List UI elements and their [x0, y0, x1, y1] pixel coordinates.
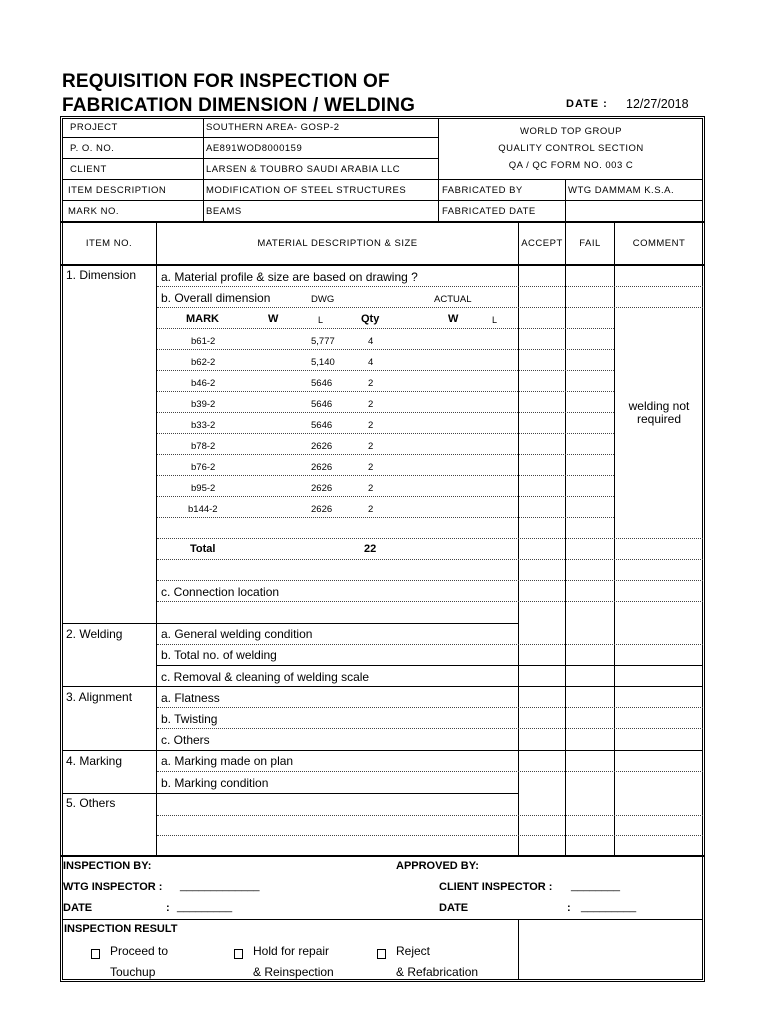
po-value: AE891WOD8000159	[206, 143, 303, 154]
qty-header: Qty	[361, 313, 380, 325]
dim-row-mark: b76-2	[191, 462, 216, 473]
section-alignment-label: 3. Alignment	[66, 690, 133, 704]
col-material: MATERIAL DESCRIPTION & SIZE	[257, 238, 418, 249]
dim-row-qty: 2	[368, 483, 374, 494]
row-separator	[157, 601, 703, 602]
col-comment: COMMENT	[632, 238, 686, 249]
dwg-label: DWG	[311, 294, 335, 305]
client-value: LARSEN & TOUBRO SAUDI ARABIA LLC	[206, 164, 401, 175]
item-description-value: MODIFICATION OF STEEL STRUCTURES	[206, 185, 407, 196]
hold-line2: & Reinspection	[253, 965, 334, 979]
client-inspector-label: CLIENT INSPECTOR :	[439, 881, 553, 893]
dim-row-length: 2626	[311, 462, 333, 473]
row-separator	[157, 496, 614, 497]
proceed-line1: Proceed to	[110, 944, 169, 958]
row-separator	[157, 835, 703, 836]
date-value: 12/27/2018	[626, 97, 689, 111]
form-number: QA / QC FORM NO. 003 C	[508, 160, 634, 171]
dim-row-length: 5646	[311, 420, 333, 431]
dim-row-length: 2626	[311, 504, 333, 515]
row-separator	[157, 286, 703, 287]
fabricated-by-label: FABRICATED BY	[442, 185, 523, 196]
col-item-no: ITEM NO.	[85, 238, 133, 249]
mark-header: MARK	[186, 313, 219, 325]
mark-no-label: MARK NO.	[68, 206, 119, 217]
row-separator	[157, 517, 614, 518]
date-label: DATE :	[566, 98, 608, 110]
approved-by-label: APPROVED BY:	[396, 860, 479, 872]
inspection-by-label: INSPECTION BY:	[63, 860, 152, 872]
reject-line2: & Refabrication	[396, 965, 479, 979]
dim-row-mark: b33-2	[191, 420, 216, 431]
welding-b: b. Total no. of welding	[161, 648, 277, 662]
dim-row-mark: b95-2	[191, 483, 216, 494]
dim-row-qty: 2	[368, 441, 374, 452]
dim-row-qty: 2	[368, 462, 374, 473]
dimension-a: a. Material profile & size are based on drawing ?	[161, 270, 418, 284]
row-separator	[157, 538, 703, 539]
row-separator	[157, 644, 703, 645]
row-separator	[157, 454, 614, 455]
client-inspector-signature[interactable]: ________	[571, 880, 620, 892]
client-date-colon: :	[567, 902, 571, 914]
reject-checkbox[interactable]	[377, 949, 386, 959]
dim-row-mark: b144-2	[188, 504, 218, 515]
dim-row-qty: 2	[368, 399, 374, 410]
welding-a: a. General welding condition	[161, 627, 313, 641]
w-header: W	[268, 313, 279, 325]
wtg-inspector-label: WTG INSPECTOR :	[63, 881, 163, 893]
hold-line1: Hold for repair	[253, 944, 330, 958]
project-label: PROJECT	[70, 122, 118, 133]
form-title-line1: REQUISITION FOR INSPECTION OF	[62, 71, 390, 92]
section-others-label: 5. Others	[66, 796, 116, 810]
row-separator	[157, 559, 703, 560]
section-marking-label: 4. Marking	[66, 754, 123, 768]
dim-row-qty: 4	[368, 357, 374, 368]
dim-row-length: 2626	[311, 483, 333, 494]
marking-b: b. Marking condition	[161, 776, 269, 790]
comment-line1: welding not	[628, 399, 690, 413]
mark-no-value: BEAMS	[206, 206, 242, 217]
row-divider	[157, 686, 703, 687]
company-section: QUALITY CONTROL SECTION	[498, 143, 644, 154]
proceed-line2: Touchup	[110, 965, 156, 979]
comment-line2: required	[636, 412, 682, 426]
row-separator	[157, 433, 614, 434]
col-accept: ACCEPT	[521, 238, 563, 249]
row-separator	[157, 391, 614, 392]
section-dimension-label: 1. Dimension	[66, 268, 137, 282]
dim-row-length: 5646	[311, 378, 333, 389]
alignment-b: b. Twisting	[161, 712, 218, 726]
client-date-label: DATE	[439, 902, 469, 914]
l-header: L	[318, 315, 324, 325]
proceed-checkbox[interactable]	[91, 949, 100, 959]
dim-row-mark: b62-2	[191, 357, 216, 368]
fabricated-date-label: FABRICATED DATE	[442, 206, 536, 217]
reject-line1: Reject	[396, 944, 431, 958]
client-label: CLIENT	[70, 164, 107, 175]
dim-row-length: 5,777	[311, 336, 335, 347]
item-description-label: ITEM DESCRIPTION	[68, 185, 167, 196]
wtg-date-label: DATE	[63, 902, 93, 914]
po-label: P. O. NO.	[70, 143, 115, 154]
wtg-date-field[interactable]: _________	[177, 901, 233, 913]
row-separator	[157, 307, 703, 308]
dim-row-mark: b78-2	[191, 441, 216, 452]
hold-checkbox[interactable]	[234, 949, 243, 959]
row-separator	[157, 475, 614, 476]
dim-row-qty: 2	[368, 420, 374, 431]
dim-row-qty: 2	[368, 378, 374, 389]
row-separator	[157, 771, 703, 772]
actual-label: ACTUAL	[434, 294, 472, 305]
l-actual-header: L	[492, 315, 498, 325]
form-title-line2: FABRICATION DIMENSION / WELDING	[62, 95, 416, 116]
row-separator	[157, 707, 703, 708]
dim-row-length: 2626	[311, 441, 333, 452]
dim-row-length: 5,140	[311, 357, 335, 368]
company-name: WORLD TOP GROUP	[520, 126, 622, 137]
inspection-result-label: INSPECTION RESULT	[64, 923, 178, 935]
row-separator	[157, 412, 614, 413]
project-value: SOUTHERN AREA- GOSP-2	[206, 122, 340, 133]
dim-row-length: 5646	[311, 399, 333, 410]
wtg-date-colon: :	[166, 902, 170, 914]
row-separator	[157, 349, 614, 350]
alignment-c: c. Others	[161, 733, 210, 747]
dim-row-qty: 4	[368, 336, 374, 347]
row-separator	[157, 580, 703, 581]
total-value: 22	[364, 543, 377, 555]
row-divider	[157, 665, 703, 666]
row-separator	[157, 328, 614, 329]
dim-row-mark: b61-2	[191, 336, 216, 347]
total-label: Total	[190, 543, 216, 555]
marking-a: a. Marking made on plan	[161, 754, 294, 768]
client-date-field[interactable]: _________	[581, 901, 637, 913]
row-separator	[157, 815, 703, 816]
alignment-a: a. Flatness	[161, 691, 220, 705]
col-fail: FAIL	[579, 238, 601, 249]
row-separator	[157, 370, 614, 371]
dim-row-mark: b39-2	[191, 399, 216, 410]
section-welding-label: 2. Welding	[66, 627, 123, 641]
row-separator	[157, 728, 703, 729]
w-actual-header: W	[448, 313, 459, 325]
dim-row-qty: 2	[368, 504, 374, 515]
dimension-b: b. Overall dimension	[161, 291, 271, 305]
wtg-inspector-signature[interactable]: _____________	[180, 880, 260, 892]
dim-row-mark: b46-2	[191, 378, 216, 389]
fabricated-by-value: WTG DAMMAM K.S.A.	[568, 185, 675, 196]
welding-c: c. Removal & cleaning of welding scale	[161, 670, 370, 684]
dimension-c: c. Connection location	[161, 585, 280, 599]
